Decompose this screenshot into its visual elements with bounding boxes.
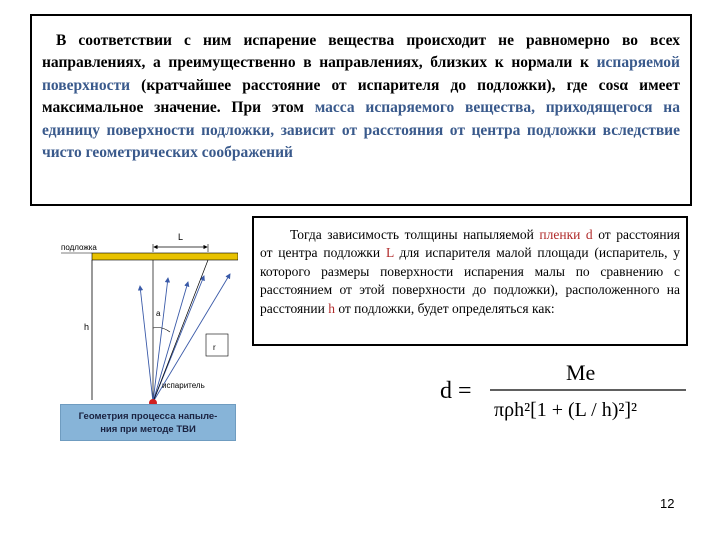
thickness-text-box [252, 216, 688, 346]
figure-caption [60, 404, 236, 441]
intro-text-part1: В соответствии с ним испарение вещества происходит не равномерно во всех направлениях, а преимущественно в направлениях, близких к нормали к [42, 32, 680, 72]
h-highlight: h [328, 300, 335, 316]
formula-numerator: Me [566, 360, 596, 385]
thickness-text-part2: от расстояния от центра подложки [260, 227, 681, 261]
film-d-highlight: пленки d [539, 227, 593, 242]
intro-text-highlight-mass: масса испаряемого вещества, приходящегося на единицу поверхности подложки, зависит от расстояния от центра подложки вследствие чисто геометрических соображений [42, 99, 680, 162]
formula-lhs: d = [440, 378, 472, 404]
alpha-angle-label: a [156, 309, 161, 318]
thickness-text-part4: от подложки, будет определяться как: [338, 300, 555, 316]
thickness-formula [438, 356, 698, 428]
r-label: r [213, 343, 216, 352]
intro-text-part3: имеет максимальное значение. При этом [42, 76, 681, 117]
page-number: 12 [660, 496, 675, 511]
figure-caption-line2: ния при методе ТВИ [100, 424, 196, 435]
ray-1 [140, 286, 153, 402]
L-label: L [178, 232, 184, 242]
thickness-text-part1: Тогда зависимость толщины напыляемой [290, 227, 534, 242]
substrate-label: подложка [61, 243, 97, 252]
h-label: h [84, 322, 90, 332]
intro-text-highlight-surface: испаряемой поверхности [42, 54, 680, 94]
L-highlight: L [385, 245, 394, 261]
substrate-bar [92, 253, 238, 260]
figure-caption-line1: Геометрия процесса напыле- [78, 411, 218, 422]
formula-denominator: πρh²[1 + (L / h)²]² [494, 399, 638, 421]
intro-text-part2: (кратчайшее расстояние от испарителя до подложки), где cos [141, 76, 620, 94]
alpha-symbol: α [619, 76, 629, 94]
evaporator-label: испаритель [162, 381, 205, 390]
intro-text-box [30, 14, 692, 206]
thickness-text-part3: для испарителя малой площади (испаритель, у которого размеры поверхности испарения малы по сравнению с расстоянием от этой поверхности до подложки), расположенного на расстоянии [260, 245, 681, 316]
